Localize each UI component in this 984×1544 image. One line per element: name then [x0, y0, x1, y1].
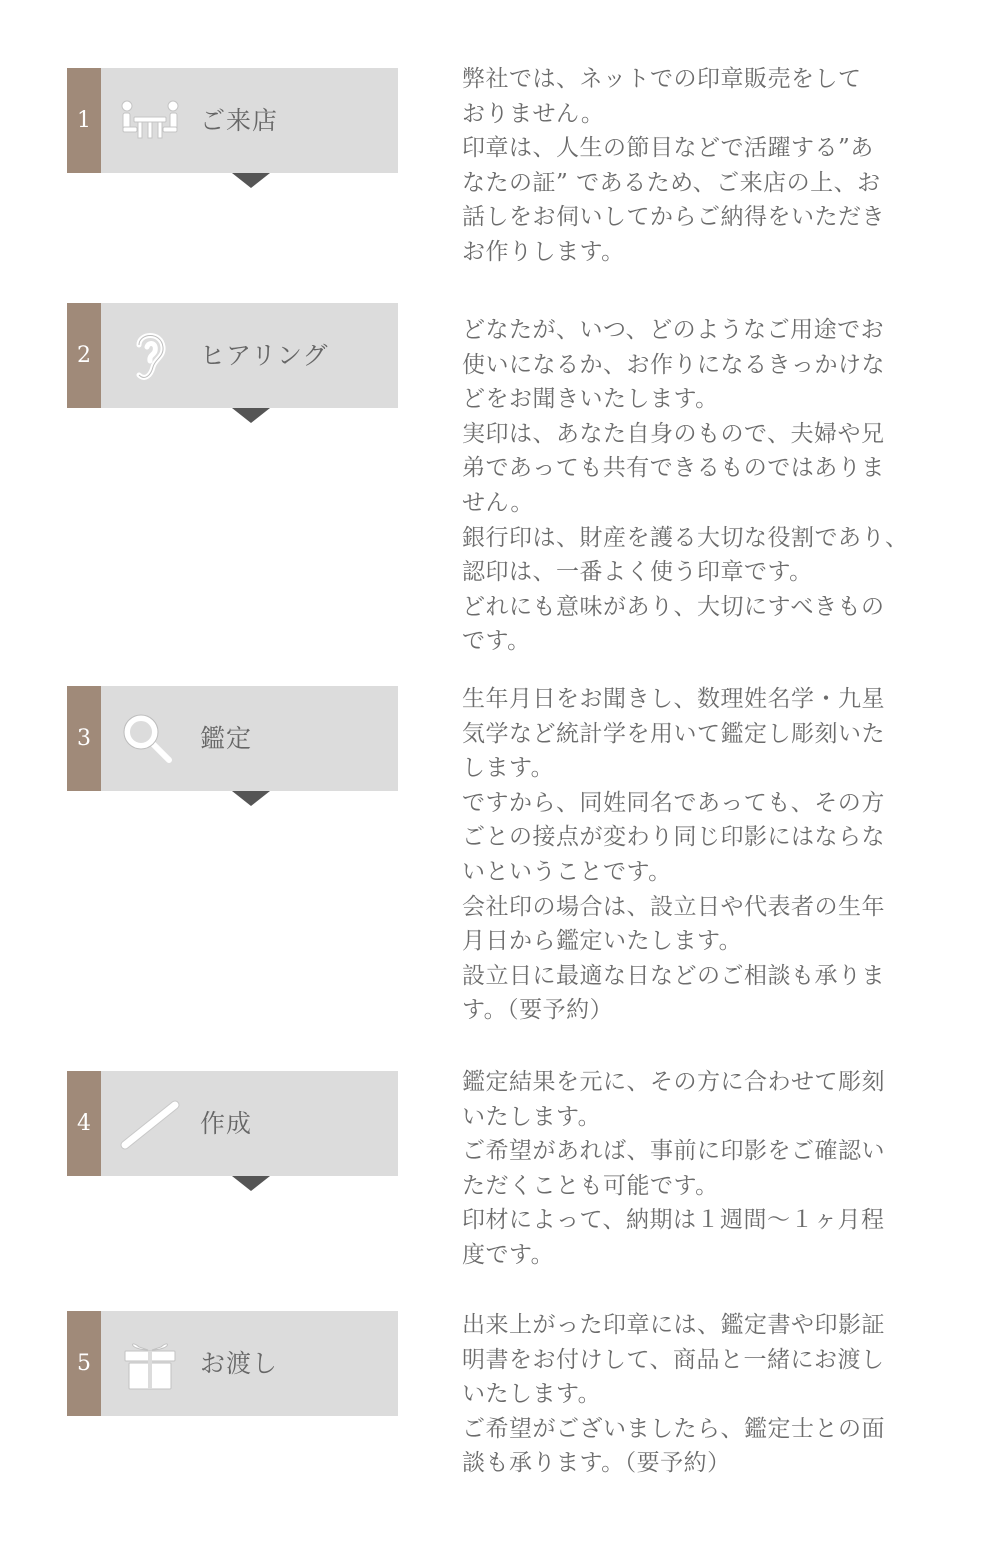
- description-line: ですから、同姓同名であっても、その方: [462, 789, 885, 816]
- step-number: 5: [67, 1311, 101, 1416]
- description-line: します。: [462, 755, 555, 782]
- description-line: 話しをお伺いしてからご納得をいただき: [462, 204, 885, 231]
- step-title: お渡し: [200, 1349, 279, 1378]
- description-line: いたします。: [462, 1103, 602, 1130]
- description-line: 銀行印は、財産を護る大切な役割であり、: [462, 524, 909, 551]
- step-description: [462, 313, 922, 659]
- description-line: 会社印の場合は、設立日や代表者の生年: [462, 893, 885, 920]
- down-arrow-icon: [232, 173, 270, 188]
- description-line: お作りします。: [462, 238, 625, 265]
- description-line: です。: [462, 628, 531, 655]
- ear-icon: [117, 325, 183, 387]
- description-line: 談も承ります。（要予約）: [462, 1450, 731, 1477]
- description-line: 弊社では、ネットでの印章販売をして: [462, 66, 862, 92]
- description-line: いたします。: [462, 1381, 602, 1408]
- down-arrow-icon: [232, 1176, 270, 1191]
- description-line: 生年月日をお聞きし、数理姓名学・九星: [462, 686, 885, 712]
- description-line: 弟であっても共有できるものではありま: [462, 455, 885, 482]
- step-number: 2: [67, 303, 101, 408]
- description-line: 度です。: [462, 1241, 555, 1268]
- step-title: 作成: [200, 1109, 253, 1138]
- description-line: ごとの接点が変わり同じ印影にはならな: [462, 824, 885, 851]
- description-line: 月日から鑑定いたします。: [462, 928, 743, 955]
- description-line: どなたが、いつ、どのようなご用途でお: [462, 317, 885, 343]
- description-line: せん。: [462, 489, 534, 516]
- description-line: ご希望があれば、事前に印影をご確認い: [462, 1138, 885, 1165]
- step-number: 3: [67, 686, 101, 791]
- magnifier-icon: [117, 708, 183, 770]
- description-line: 明書をお付けして、商品と一緒にお渡し: [462, 1346, 885, 1373]
- step-number: 1: [67, 68, 101, 173]
- step-description: [462, 62, 922, 270]
- description-line: 設立日に最適な日などのご相談も承りま: [462, 962, 885, 989]
- description-line: 実印は、あなた自身のもので、夫婦や兄: [462, 420, 885, 447]
- description-line: おりません。: [462, 100, 605, 127]
- description-line: 鑑定結果を元に、その方に合わせて彫刻: [462, 1069, 885, 1095]
- description-line: 気学など統計学を用いて鑑定し彫刻いた: [462, 720, 885, 747]
- step-header: [67, 1071, 398, 1176]
- step-header: [67, 303, 398, 408]
- description-line: 印章は、人生の節目などで活躍する”あ: [462, 135, 874, 162]
- step-description: [462, 1065, 922, 1273]
- down-arrow-icon: [232, 408, 270, 423]
- gift-icon: [117, 1333, 183, 1395]
- description-line: 出来上がった印章には、鑑定書や印影証: [462, 1312, 885, 1338]
- step-title: ご来店: [200, 106, 279, 135]
- meeting-icon: [117, 90, 183, 152]
- pen-icon: [117, 1093, 183, 1155]
- description-line: 印材によって、納期は１週間〜１ヶ月程: [462, 1207, 885, 1234]
- description-line: いということです。: [462, 858, 672, 885]
- down-arrow-icon: [232, 791, 270, 806]
- step-header: [67, 1311, 398, 1416]
- description-line: 使いになるか、お作りになるきっかけな: [462, 351, 885, 378]
- step-header: [67, 686, 398, 791]
- description-line: ご希望がございましたら、鑑定士との面: [462, 1415, 885, 1442]
- description-line: 認印は、一番よく使う印章です。: [462, 559, 813, 586]
- description-line: なたの証” であるため、ご来店の上、お: [462, 169, 881, 196]
- description-line: どれにも意味があり、大切にすべきもの: [462, 593, 885, 620]
- step-title: ヒアリング: [200, 341, 329, 370]
- step-description: [462, 1308, 922, 1481]
- description-line: どをお聞きいたします。: [462, 386, 719, 413]
- step-description: [462, 682, 922, 1028]
- step-number: 4: [67, 1071, 101, 1176]
- step-header: [67, 68, 398, 173]
- step-title: 鑑定: [200, 724, 253, 753]
- description-line: す。（要予約）: [462, 997, 614, 1024]
- description-line: ただくことも可能です。: [462, 1172, 719, 1199]
